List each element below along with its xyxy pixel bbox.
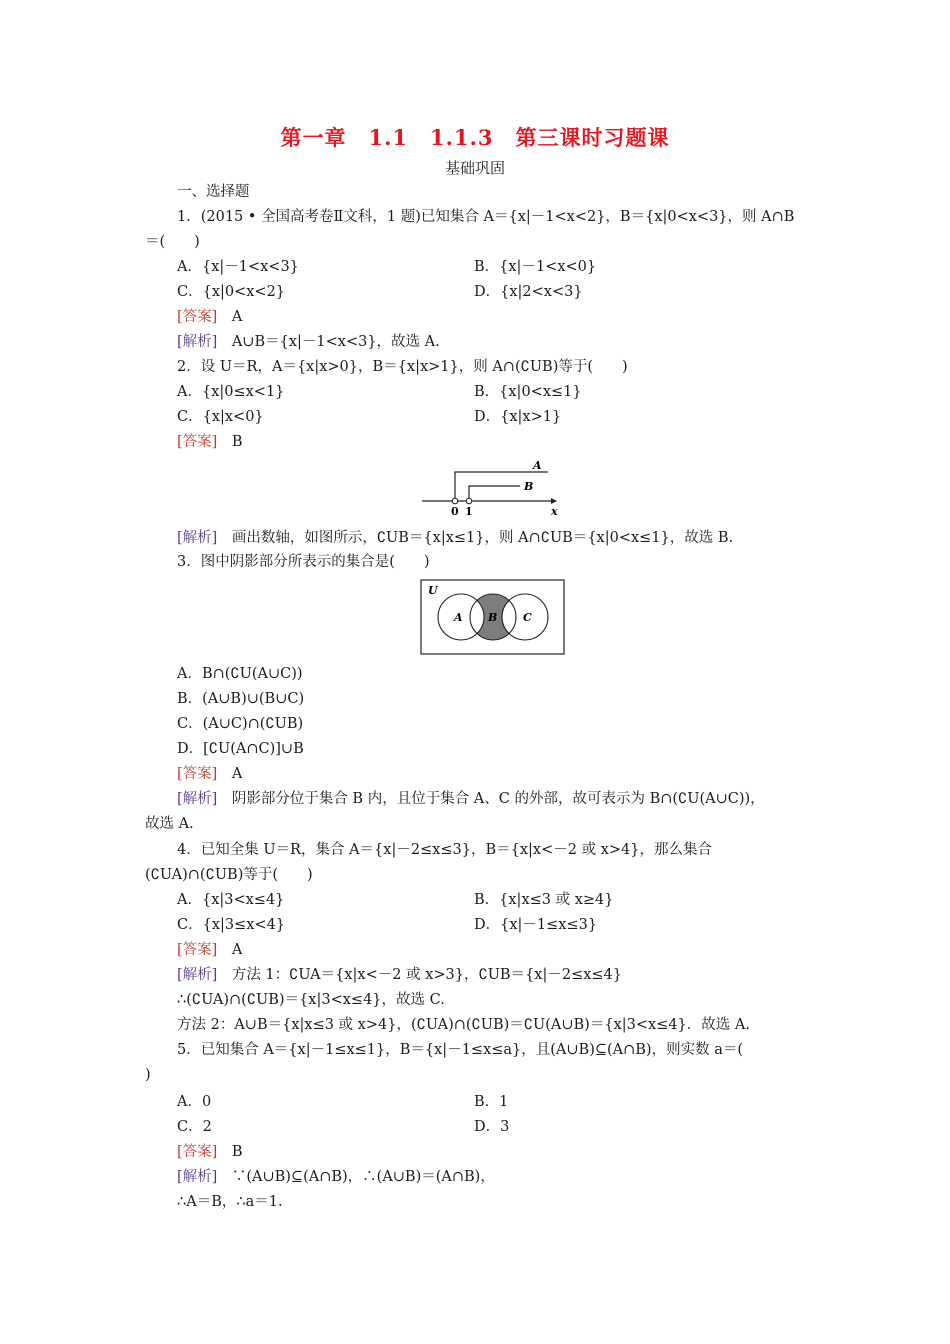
q4-stem-line2: (∁UA)∩(∁UB)等于( ) bbox=[145, 867, 313, 883]
q5-answer bbox=[177, 1141, 842, 1163]
set-b-ray bbox=[469, 486, 520, 501]
section-heading: 一、选择题 bbox=[177, 184, 250, 200]
answer-tag: [答案] bbox=[177, 434, 218, 450]
q2-option-a: A．{x|0≤x<1} bbox=[177, 384, 285, 400]
q1-option-b: B．{x|－1<x<0} bbox=[474, 259, 597, 275]
q4-option-d: D．{x|－1≤x≤3} bbox=[474, 917, 598, 933]
q2-answer-value: B bbox=[231, 434, 243, 450]
q2-analysis bbox=[177, 527, 842, 549]
q2-option-c: C．{x|x<0} bbox=[177, 409, 264, 425]
tick-0: 0 bbox=[451, 505, 459, 518]
q5-answer-value: B bbox=[231, 1144, 243, 1160]
label-x: x bbox=[551, 505, 558, 518]
q1-stem-line1: 1．(2015 • 全国高考卷Ⅱ文科，1 题)已知集合 A＝{x|－1<x<2}，B＝{x|0<x<3}，则 A∩B bbox=[177, 209, 795, 225]
q4-analysis bbox=[177, 964, 842, 986]
page-subtitle: 基础巩固 bbox=[444, 159, 505, 177]
q2-answer bbox=[177, 431, 842, 453]
q5-option-b: B．1 bbox=[474, 1094, 509, 1110]
label-a: A bbox=[533, 459, 542, 472]
analysis-tag: [解析] bbox=[177, 791, 218, 807]
q2-option-d: D．{x|x>1} bbox=[474, 409, 562, 425]
q2-stem: 2．设 U＝R，A＝{x|x>0}，B＝{x|x>1}，则 A∩(∁UB)等于( ) bbox=[177, 359, 628, 375]
q5-option-d: D．3 bbox=[474, 1119, 510, 1135]
answer-tag: [答案] bbox=[177, 1144, 218, 1160]
q5-stem-line1: 5．已知集合 A＝{x|－1≤x≤1}，B＝{x|－1≤x≤a}，且(A∪B)⊆(A∩B)，则实数 a＝( bbox=[177, 1042, 744, 1058]
label-a: A bbox=[454, 611, 463, 624]
q4-analysis-text: 方法 1：∁UA＝{x|x<－2 或 x>3}，∁UB＝{x|－2≤x≤4} bbox=[231, 967, 623, 983]
q4-stem-line1: 4．已知全集 U＝R，集合 A＝{x|－2≤x≤3}，B＝{x|x<－2 或 x>4}，那么集合 bbox=[177, 842, 712, 858]
q4-option-a: A．{x|3<x≤4} bbox=[177, 892, 285, 908]
answer-tag: [答案] bbox=[177, 766, 218, 782]
q4-analysis-line2: ∴(∁UA)∩(∁UB)＝{x|3<x≤4}，故选 C. bbox=[177, 992, 445, 1008]
q4-option-b: B．{x|x≤3 或 x≥4} bbox=[474, 892, 614, 908]
q5-option-a: A．0 bbox=[177, 1094, 212, 1110]
q1-analysis bbox=[177, 331, 842, 353]
q2-option-b: B．{x|0<x≤1} bbox=[474, 384, 582, 400]
q4-answer-value: A bbox=[231, 942, 243, 958]
q1-answer bbox=[177, 306, 842, 328]
q3-answer-value: A bbox=[231, 766, 243, 782]
q5-analysis-text: ∵(A∪B)⊆(A∩B)，∴(A∪B)＝(A∩B)， bbox=[231, 1169, 495, 1185]
q1-stem-line2: ＝( ) bbox=[145, 234, 200, 250]
label-c: C bbox=[523, 611, 532, 624]
q3-stem: 3．图中阴影部分所表示的集合是( ) bbox=[177, 554, 430, 570]
venn-diagram-figure bbox=[420, 579, 566, 657]
q3-analysis bbox=[177, 788, 842, 810]
q1-option-a: A．{x|－1<x<3} bbox=[177, 259, 299, 275]
q1-option-d: D．{x|2<x<3} bbox=[474, 284, 583, 300]
analysis-tag: [解析] bbox=[177, 1169, 218, 1185]
axis-arrow bbox=[551, 498, 557, 504]
label-b: B bbox=[488, 611, 498, 624]
label-b: B bbox=[524, 480, 534, 493]
open-point-0 bbox=[452, 498, 458, 504]
q4-analysis-line3: 方法 2：A∪B＝{x|x≤3 或 x>4}，(∁UA)∩(∁UB)＝∁U(A∪B)＝{x|3<x≤4}．故选 A. bbox=[177, 1017, 750, 1033]
q1-option-c: C．{x|0<x<2} bbox=[177, 284, 286, 300]
q5-analysis bbox=[177, 1166, 842, 1188]
q2-analysis-text: 画出数轴，如图所示，∁UB＝{x|x≤1}，则 A∩∁UB＝{x|0<x≤1}，故选 B. bbox=[231, 530, 734, 546]
page-title: 第一章 1.1 1.1.3 第三课时习题课 bbox=[280, 125, 670, 150]
q5-analysis-line2: ∴A＝B，∴a＝1. bbox=[177, 1194, 283, 1210]
answer-tag: [答案] bbox=[177, 942, 218, 958]
tick-1: 1 bbox=[465, 505, 473, 518]
q3-option-b: B．(A∪B)∪(B∪C) bbox=[177, 691, 305, 707]
q1-answer-value: A bbox=[231, 309, 243, 325]
q5-stem-line2: ) bbox=[145, 1067, 151, 1083]
q4-option-c: C．{x|3≤x<4} bbox=[177, 917, 286, 933]
q4-answer bbox=[177, 939, 842, 961]
q1-analysis-text: A∪B＝{x|－1<x<3}，故选 A. bbox=[231, 334, 440, 350]
q3-analysis-line2: 故选 A. bbox=[145, 816, 194, 832]
number-line-figure bbox=[420, 458, 565, 518]
q3-option-d: D．[∁U(A∩C)]∪B bbox=[177, 741, 304, 757]
q3-answer bbox=[177, 763, 842, 785]
label-u: U bbox=[428, 584, 438, 597]
analysis-tag: [解析] bbox=[177, 967, 218, 983]
open-point-1 bbox=[466, 498, 472, 504]
q5-option-c: C．2 bbox=[177, 1119, 212, 1135]
analysis-tag: [解析] bbox=[177, 530, 218, 546]
q3-analysis-text: 阴影部分位于集合 B 内，且位于集合 A、C 的外部，故可表示为 B∩(∁U(A∪C))， bbox=[231, 791, 765, 807]
q3-option-a: A．B∩(∁U(A∪C)) bbox=[177, 666, 303, 682]
q3-option-c: C．(A∪C)∩(∁UB) bbox=[177, 716, 304, 732]
answer-tag: [答案] bbox=[177, 309, 218, 325]
analysis-tag: [解析] bbox=[177, 334, 218, 350]
